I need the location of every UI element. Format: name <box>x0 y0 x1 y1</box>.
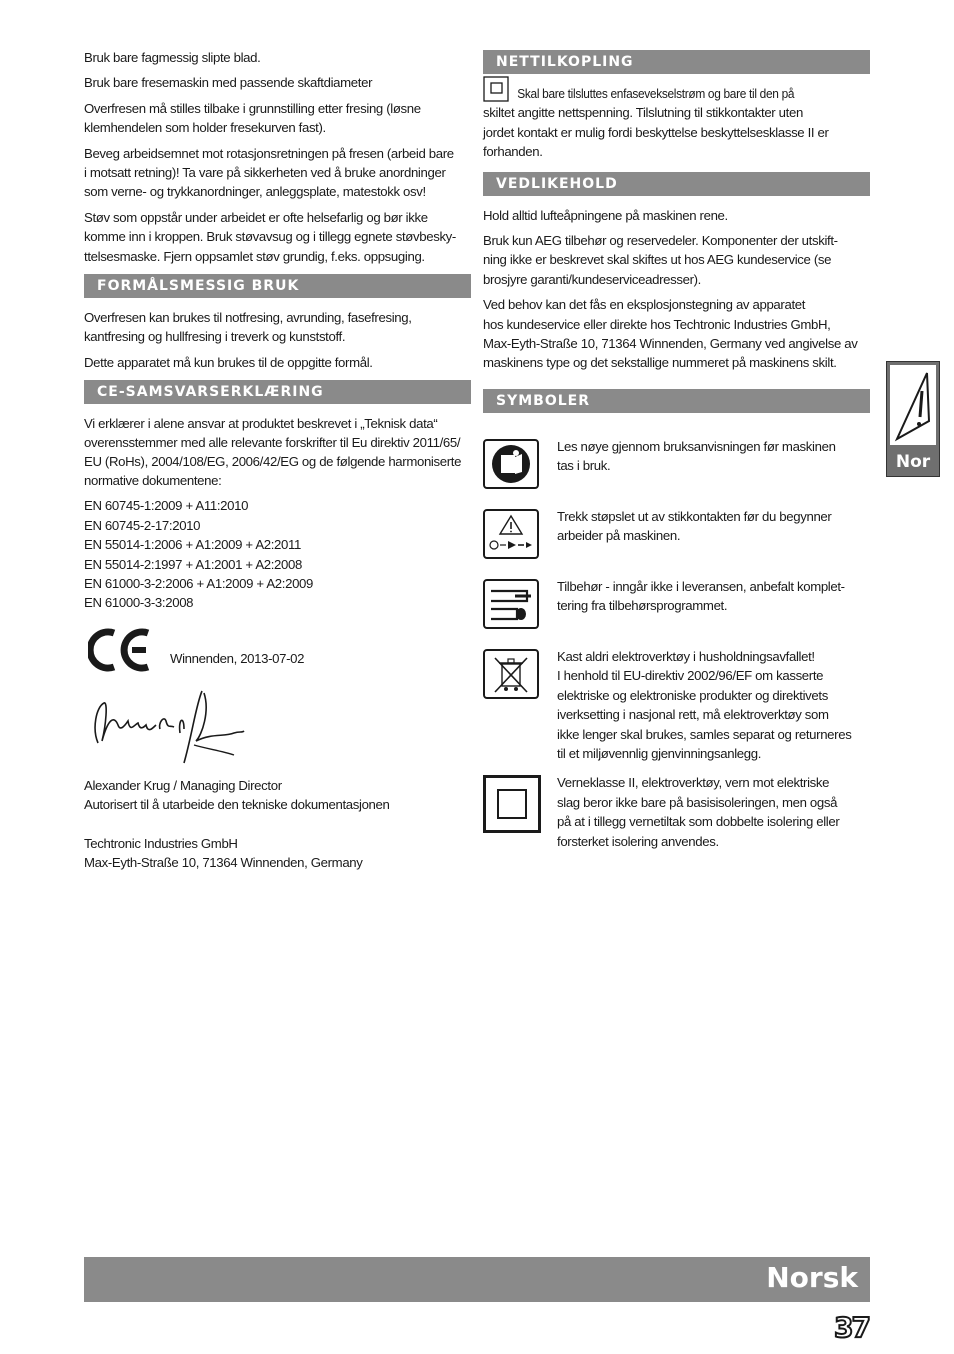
ce-mark-icon <box>88 627 152 673</box>
intro-paragraph-5: Støv som oppstår under arbeidet er ofte helsefarlig og bør ikke komme inn i kroppen. Bruk støvavsug og i tillegg egnete støvbesky- ttelsesmaske. Fjern oppsamlet støv grundig, f.eks. oppsuging. <box>84 209 456 264</box>
maintenance-paragraph-2: Bruk kun AEG tilbehør og reservedeler. Komponenter der utskift- ning ikke er beskrevet skal skiftes ut hos AEG kundeservice (se brosjyre garanti/kundeserviceadresser). <box>483 233 838 287</box>
intro-paragraph-2: Bruk bare fresemaskin med passende skaftdiameter <box>84 75 373 91</box>
intro-paragraph-4: Beveg arbeidsemnet mot rotasjonsretningen på fresen (arbeid bare i motsatt retning)! Ta vare på sikkerheten ved å bruke anordninger som verne- og trykkanordninger, anleggsplate, matestokk osv! <box>84 145 454 200</box>
read-manual-icon <box>483 439 539 489</box>
company-address: Max-Eyth-Straße 10, 71364 Winnenden, Germany <box>84 854 363 870</box>
standard-item: EN 61000-3-3:2008 <box>84 595 194 611</box>
intro-section <box>84 48 471 266</box>
left-column <box>84 48 471 872</box>
protection-class-2-icon <box>483 775 541 833</box>
symbol-text: Les nøye gjennom bruksanvisningen før maskinen tas i bruk. <box>557 438 836 474</box>
footer-language-label: Norsk <box>766 1261 858 1294</box>
standard-item: EN 60745-1:2009 + A11:2010 <box>84 498 249 514</box>
conformity-heading: CE-SAMSVARSERKLÆRING <box>84 380 471 404</box>
signature-image <box>84 685 264 771</box>
warning-icon <box>890 365 936 445</box>
company-name: Techtronic Industries GmbH <box>84 835 238 851</box>
signatory: Alexander Krug / Managing Director <box>84 777 282 793</box>
symbol-text: Tilbehør - inngår ikke i leveransen, anbefalt komplet- tering fra tilbehørsprogrammet. <box>557 578 845 614</box>
symbol-item <box>483 437 870 497</box>
symbols-heading: SYMBOLER <box>483 389 870 413</box>
intended-use-paragraph-2: Dette apparatet må kun brukes til de oppgitte formål. <box>84 354 373 370</box>
language-side-tab <box>886 361 940 477</box>
authorization-note: Autorisert til å utarbeide den tekniske dokumentasjonen <box>84 797 390 813</box>
ce-row <box>84 627 471 683</box>
weee-bin-icon <box>483 649 539 699</box>
maintenance-paragraph-3: Ved behov kan det fås en eksplosjonstegning av apparatet hos kundeservice eller direkte hos Techtronic Industries GmbH, Max-Eyth-Straße 10, 71364 Winnenden, Germany ved angivelse av maskinens type og det sekstallige nummeret på maskinens skilt. <box>483 297 858 371</box>
language-tab-label: Nor <box>895 452 931 472</box>
intro-paragraph-3: Overfresen må stilles tilbake i grunnstilling etter fresing (løsne klemhendelen som holder fresekurven fast). <box>84 100 421 136</box>
conformity-paragraph: Vi erklærer i alene ansvar at produktet beskrevet i „Teknisk data“ overensstemmer med alle relevante forskrifter til Eu direktiv 2011/65/ EU (RoHs), 2004/108/EG, 2006/42/EG og de følgende harmoniserte normative dokumentene: <box>84 416 462 489</box>
intro-paragraph-1: Bruk bare fagmessig slipte blad. <box>84 50 261 65</box>
unplug-warning-icon <box>483 509 539 559</box>
maintenance-paragraph-1: Hold alltid lufteåpningene på maskinen rene. <box>483 207 728 223</box>
footer-language-bar <box>84 1257 870 1302</box>
page-number: 37 <box>834 1311 869 1344</box>
standard-item: EN 55014-2:1997 + A1:2001 + A2:2008 <box>84 556 302 572</box>
symbol-item <box>483 647 870 763</box>
intended-use-paragraph-1: Overfresen kan brukes til notfresing, avrunding, fasefresing, kantfresing og hullfresing i treverk og kunststoff. <box>84 310 412 345</box>
mains-heading: NETTILKOPLING <box>483 50 870 74</box>
maintenance-heading: VEDLIKEHOLD <box>483 172 870 196</box>
symbol-text: Verneklasse II, elektroverktøy, vern mot elektriske slag beror ikke bare på basisisoleringen, men også på at i tillegg vernetiltak som dobbelte isolering eller forsterket isolering anvendes. <box>557 775 840 849</box>
mains-section <box>483 76 870 162</box>
standard-item: EN 55014-1:2006 + A1:2009 + A2:2011 <box>84 537 302 553</box>
symbol-text: Kast aldri elektroverktøy i husholdningsavfallet! I henhold til EU-direktiv 2002/96/EF om kasserte elektriske og elektroniske produkter og direktivets iverksetting i nasjonal rett, må elektroverktøy som ikke lenger skal brukes, samles separat og returneres til et miljøvennlig gjenvinningsanlegg. <box>557 648 852 761</box>
accessory-icon <box>483 579 539 629</box>
intended-use-heading: FORMÅLSMESSIG BRUK <box>84 274 471 298</box>
standard-item: EN 61000-3-2:2006 + A1:2009 + A2:2009 <box>84 575 314 591</box>
place-date: Winnenden, 2013-07-02 <box>170 650 305 666</box>
standards-list <box>84 496 471 612</box>
mains-paragraph: Skal bare tilsluttes enfasevekselstrøm og bare til den på skiltet angitte nettspenning. Tilslutning til stikkontakter uten jordet kontakt er mulig fordi beskyttelse beskyttelsesklasse II er forhanden. <box>483 86 829 160</box>
standard-item: EN 60745-2-17:2010 <box>84 517 201 533</box>
symbol-text: Trekk støpslet ut av stikkontakten før du begynner arbeider på maskinen. <box>557 508 832 544</box>
symbol-item <box>483 577 870 637</box>
right-column <box>483 48 870 861</box>
symbol-item <box>483 773 870 851</box>
symbol-item <box>483 507 870 567</box>
